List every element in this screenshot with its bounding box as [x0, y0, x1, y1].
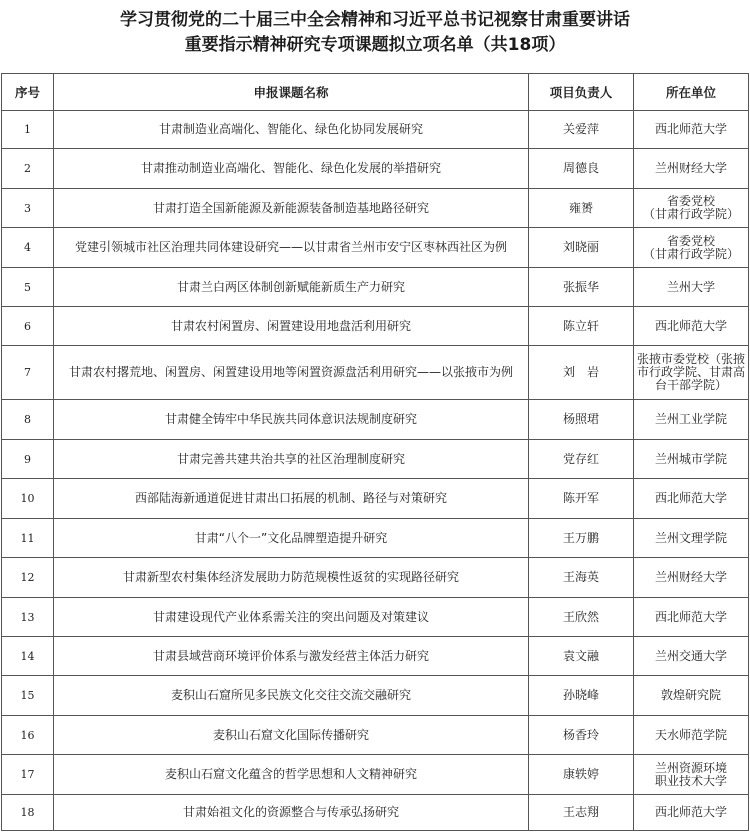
topic-name-cell: 甘肃制造业高端化、智能化、绿色化协同发展研究 [54, 111, 529, 149]
table-row [2, 111, 749, 149]
leader-cell: 陈立轩 [529, 307, 634, 346]
topic-name-cell: 甘肃兰白两区体制创新赋能新质生产力研究 [54, 268, 529, 307]
table-row [2, 346, 749, 400]
leader-cell: 张振华 [529, 268, 634, 307]
table-row [2, 400, 749, 440]
unit-cell: 兰州文理学院 [634, 519, 749, 558]
unit-cell: 兰州财经大学 [634, 149, 749, 189]
topic-name-cell: 甘肃农村撂荒地、闲置房、闲置建设用地等闲置资源盘活利用研究——以张掖市为例 [54, 346, 529, 400]
project-table [1, 73, 749, 831]
seq-cell: 14 [2, 637, 54, 676]
leader-cell: 康轶婷 [529, 755, 634, 795]
topic-name-cell: 麦积山石窟所见多民族文化交往交流交融研究 [54, 676, 529, 716]
table-row [2, 189, 749, 228]
table-row [2, 268, 749, 307]
table-row [2, 637, 749, 676]
table-row [2, 755, 749, 795]
leader-cell: 刘晓丽 [529, 228, 634, 268]
unit-cell: 兰州工业学院 [634, 400, 749, 440]
header-unit: 所在单位 [634, 74, 749, 111]
leader-cell: 关爱萍 [529, 111, 634, 149]
leader-cell: 陈开军 [529, 479, 634, 519]
table-row [2, 558, 749, 598]
unit-cell: 张掖市委党校（张掖市行政学院、甘肃高台干部学院） [634, 346, 749, 400]
unit-cell: 西北师范大学 [634, 479, 749, 519]
topic-name-cell: 甘肃县域营商环境评价体系与激发经营主体活力研究 [54, 637, 529, 676]
topic-name-cell: 甘肃农村闲置房、闲置建设用地盘活利用研究 [54, 307, 529, 346]
title-line-2: 重要指示精神研究专项课题拟立项名单（共18项） [184, 35, 566, 55]
topic-name-cell: 甘肃健全铸牢中华民族共同体意识法规制度研究 [54, 400, 529, 440]
seq-cell: 18 [2, 795, 54, 831]
unit-cell: 兰州财经大学 [634, 558, 749, 598]
seq-cell: 4 [2, 228, 54, 268]
leader-cell: 雍赟 [529, 189, 634, 228]
table-row [2, 716, 749, 755]
table-row [2, 676, 749, 716]
leader-cell: 党存红 [529, 440, 634, 479]
seq-cell: 13 [2, 598, 54, 637]
leader-cell: 王万鹏 [529, 519, 634, 558]
table-row [2, 795, 749, 831]
topic-name-cell: 甘肃始祖文化的资源整合与传承弘扬研究 [54, 795, 529, 831]
seq-cell: 1 [2, 111, 54, 149]
topic-name-cell: 麦积山石窟文化国际传播研究 [54, 716, 529, 755]
leader-cell: 刘 岩 [529, 346, 634, 400]
document-title [0, 8, 750, 58]
seq-cell: 9 [2, 440, 54, 479]
leader-cell: 孙晓峰 [529, 676, 634, 716]
unit-cell: 敦煌研究院 [634, 676, 749, 716]
header-name: 申报课题名称 [54, 74, 529, 111]
topic-name-cell: 党建引领城市社区治理共同体建设研究——以甘肃省兰州市安宁区枣林西社区为例 [54, 228, 529, 268]
table-row [2, 440, 749, 479]
title-line-1: 学习贯彻党的二十届三中全会精神和习近平总书记视察甘肃重要讲话 [120, 10, 630, 30]
table-row [2, 598, 749, 637]
seq-cell: 5 [2, 268, 54, 307]
unit-cell: 天水师范学院 [634, 716, 749, 755]
header-seq: 序号 [2, 74, 54, 111]
leader-cell: 杨香玲 [529, 716, 634, 755]
table-body [2, 111, 749, 831]
seq-cell: 17 [2, 755, 54, 795]
unit-cell: 兰州交通大学 [634, 637, 749, 676]
seq-cell: 15 [2, 676, 54, 716]
leader-cell: 王海英 [529, 558, 634, 598]
table-row [2, 228, 749, 268]
unit-cell: 兰州资源环境 职业技术大学 [634, 755, 749, 795]
topic-name-cell: 麦积山石窟文化蕴含的哲学思想和人文精神研究 [54, 755, 529, 795]
header-leader: 项目负责人 [529, 74, 634, 111]
leader-cell: 周德良 [529, 149, 634, 189]
topic-name-cell: 甘肃新型农村集体经济发展助力防范规模性返贫的实现路径研究 [54, 558, 529, 598]
leader-cell: 王欣然 [529, 598, 634, 637]
unit-cell: 省委党校 （甘肃行政学院） [634, 189, 749, 228]
topic-name-cell: 西部陆海新通道促进甘肃出口拓展的机制、路径与对策研究 [54, 479, 529, 519]
seq-cell: 11 [2, 519, 54, 558]
topic-name-cell: 甘肃“八个一”文化品牌塑造提升研究 [54, 519, 529, 558]
seq-cell: 7 [2, 346, 54, 400]
seq-cell: 2 [2, 149, 54, 189]
table-row [2, 307, 749, 346]
unit-cell: 西北师范大学 [634, 598, 749, 637]
unit-cell: 兰州大学 [634, 268, 749, 307]
unit-cell: 省委党校 （甘肃行政学院） [634, 228, 749, 268]
unit-cell: 西北师范大学 [634, 307, 749, 346]
topic-name-cell: 甘肃推动制造业高端化、智能化、绿色化发展的举措研究 [54, 149, 529, 189]
leader-cell: 袁文融 [529, 637, 634, 676]
seq-cell: 3 [2, 189, 54, 228]
topic-name-cell: 甘肃完善共建共治共享的社区治理制度研究 [54, 440, 529, 479]
leader-cell: 杨照珺 [529, 400, 634, 440]
unit-cell: 西北师范大学 [634, 111, 749, 149]
topic-name-cell: 甘肃建设现代产业体系需关注的突出问题及对策建议 [54, 598, 529, 637]
seq-cell: 10 [2, 479, 54, 519]
seq-cell: 6 [2, 307, 54, 346]
table-row [2, 519, 749, 558]
unit-cell: 兰州城市学院 [634, 440, 749, 479]
unit-cell: 西北师范大学 [634, 795, 749, 831]
leader-cell: 王志翔 [529, 795, 634, 831]
seq-cell: 8 [2, 400, 54, 440]
table-row [2, 149, 749, 189]
table-header-row [2, 74, 749, 111]
seq-cell: 16 [2, 716, 54, 755]
table-row [2, 479, 749, 519]
seq-cell: 12 [2, 558, 54, 598]
topic-name-cell: 甘肃打造全国新能源及新能源装备制造基地路径研究 [54, 189, 529, 228]
